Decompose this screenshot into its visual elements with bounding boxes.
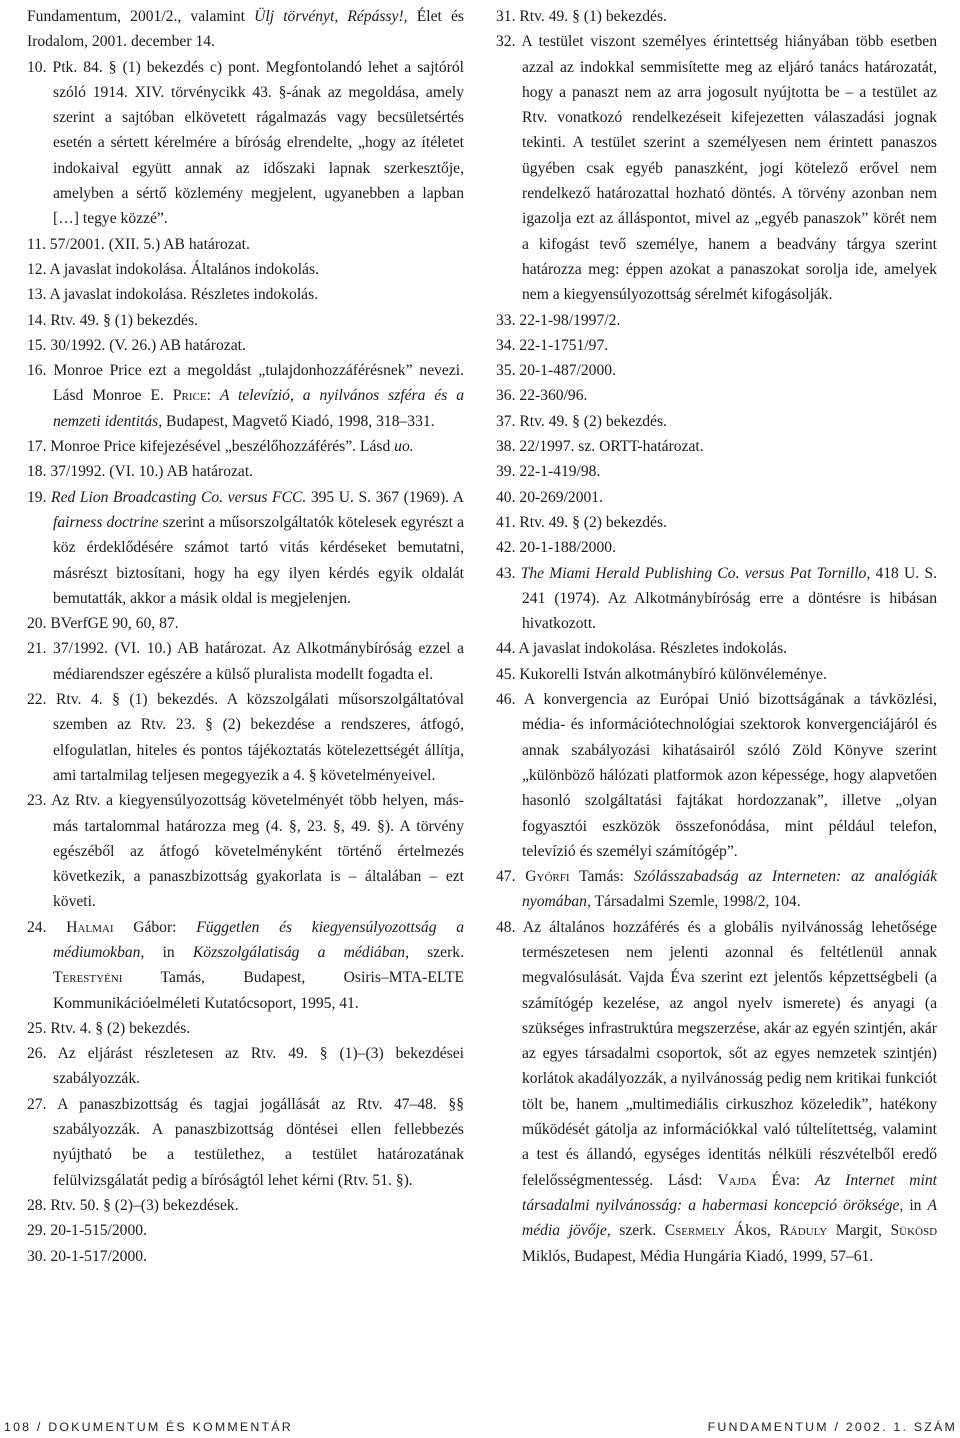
footnote-text: Tamás:: [569, 868, 634, 886]
footnote-text: 30. 20-1-517/2000.: [27, 1247, 147, 1265]
footnote-text: 32. A testület viszont személyes érintettség hiányában több esetben azzal az indokkal semmisítette meg az eljáró tanács határozatát, hogy a panaszt nem az arra jogosult nyújtotta be – a testület az Rtv. vonatkozó rendelkezéseit kifejezetten válaszadási jognak tekinti. A testület szerint a személyesen nem érintett panaszos ügyében csak egyéb panaszként, jogi kötelező erővel nem rendelkező határozattal hozható döntés. A törvény azonban nem igazolja ezt az álláspontot, mivel az „egyéb panaszok” körét nem a kifogást tevő személye, hanem a beadvány tárgya szerint határozza meg: éppen azokat a panaszokat sorolja ide, amelyek nem a kiegyensúlyozottság sérelmét kifogásolják.: [496, 33, 937, 304]
footnote-smallcaps: Price: [172, 387, 207, 405]
footnote-text: Tamás, Budapest, Osiris–MTA-ELTE Kommunikációelméleti Kutatócsoport, 1995, 41.: [53, 969, 464, 1012]
footnote: [27, 55, 464, 232]
footnote-text: 418 U. S. 241 (1974). Az Alkotmánybíróság erre a döntésre is hibásan hivatkozott.: [522, 564, 937, 633]
footnote: [27, 1218, 464, 1243]
footnote-smallcaps: Terestyéni: [53, 969, 123, 987]
footnote: [27, 915, 464, 1016]
footnote: [496, 434, 937, 459]
footnote-text: 37. Rtv. 49. § (2) bekezdés.: [496, 412, 667, 430]
footnote: [496, 687, 937, 864]
footnote: [496, 915, 937, 1269]
footnote-text: 29. 20-1-515/2000.: [27, 1222, 147, 1240]
footnote-text: 42. 20-1-188/2000.: [496, 539, 616, 557]
footnote-text: Éva:: [756, 1171, 815, 1189]
footnote: [27, 308, 464, 333]
footnote-italic: Ülj törvényt, Répássy!,: [254, 8, 408, 25]
footnote-text: Margit,: [827, 1222, 891, 1240]
footnote-italic: Szólásszabadság az Interneten: az analógiák nyomában,: [522, 868, 938, 911]
footnote-text: :: [206, 387, 220, 405]
footnote: [496, 561, 937, 637]
footnote-text: 12. A javaslat indokolása. Általános indokolás.: [27, 260, 319, 278]
footnote-text: 44. A javaslat indokolása. Részletes indokolás.: [496, 640, 788, 658]
footnote-text: , szerk.: [606, 1222, 665, 1240]
footnote-text: 26. Az eljárást részletesen az Rtv. 49. § (1)–(3) bekezdései szabályozzák.: [27, 1045, 464, 1088]
footnote-text: 34. 22-1-1751/97.: [496, 336, 609, 354]
footnote-text: , szerk.: [405, 943, 464, 961]
footnote-text: , in: [899, 1196, 928, 1214]
footnote: [27, 358, 464, 434]
footnote: [27, 1041, 464, 1092]
footnote-text: 16. Monroe Price ezt a megoldást „tulajdonhozzáférésnek” nevezi. Lásd Monroe E.: [27, 362, 464, 405]
footnote-text: 27. A panaszbizottság és tagjai jogállását az Rtv. 47–48. §§ szabályozzák. A panaszbizottság döntései ellen fellebbezés nyújtható be a testülethez, a testület határozatának felülvizsgálatát pedig a bíróságtól lehet kérni (Rtv. 51. §).: [27, 1095, 464, 1189]
footnote: [27, 1016, 464, 1041]
footnote-italic: uo.: [394, 438, 414, 456]
footnote-text: 36. 22-360/96.: [496, 387, 588, 405]
footnote: [496, 409, 937, 434]
footnote-text: Ákos,: [725, 1222, 780, 1240]
footnote-text: 24.: [27, 918, 67, 936]
footnote-text: , Budapest, Magvető Kiadó, 1998, 318–331.: [158, 412, 435, 430]
footnote: [496, 485, 937, 510]
footnote-text: 17. Monroe Price kifejezésével „beszélőhozzáférés”. Lásd: [27, 438, 395, 456]
left-column: [27, 4, 464, 1269]
footnote: [496, 4, 937, 29]
footer-right: FUNDAMENTUM / 2002. 1. SZÁM: [707, 1420, 957, 1434]
footnote-smallcaps: Vajda: [717, 1171, 757, 1189]
footnote: [27, 636, 464, 687]
footnote-italic: Red Lion Broadcasting Co. versus FCC.: [51, 488, 307, 506]
footnote-text: 18. 37/1992. (VI. 10.) AB határozat.: [27, 463, 254, 481]
footnote-italic: A média jövője: [522, 1196, 938, 1240]
footnote: [27, 1244, 464, 1269]
footnote: [496, 333, 937, 358]
footnote-text: 31. Rtv. 49. § (1) bekezdés.: [496, 8, 667, 25]
footnote: [27, 788, 464, 914]
footnote: [27, 611, 464, 636]
footnote-text: 19.: [27, 488, 52, 506]
footnote-text: 41. Rtv. 49. § (2) bekezdés.: [496, 513, 667, 531]
footnote-text: 20. BVerfGE 90, 60, 87.: [27, 615, 179, 633]
footnote-smallcaps: Halmai: [66, 918, 114, 936]
footnote-text: 46. A konvergencia az Európai Unió bizottságának a távközlési, média- és információtechnológiai szektorok konvergenciájáról és annak szabályozási kihatásairól szóló Zöld Könyve szerint „különböző hálózati platformok azon képessége, hogy alapvetően hasonló szolgáltatási fajtákat hordozzanak”, illetve „olyan fogyasztói eszközök összefonódása, mint például telefon, televízió és személyi számítógép”.: [496, 691, 937, 860]
footnote-text: 48. Az általános hozzáférés és a globális nyilvánosság lehetősége természetesen nem jelenti azonnal és feltétlenül annak megvalósulását. Vajda Éva szerint ezt jelentős képzettségbeli (a számítógép kezelése, az angol nyelv ismerete) és anyagi (a szükséges infrastruktúra megszerzése, akár az egyén szintjén, akár az egyes társadalmi csoportok, sőt az egyes nemzetek szintjén) korlátok akadályozzák, a nyilvánosság pedig nem kritikai funkciót tölt be, hanem „multimediális cirkuszhoz közeledik”, hatékony működését gátolja az információkkal való túltelítettség, valamint a test és állandó, egységes identitás nélküli részvételből eredő felelősségmentesség. Lásd:: [496, 918, 937, 1189]
footnote-text: 40. 20-269/2001.: [496, 488, 603, 506]
footnote: [496, 535, 937, 560]
footnote-text: 10. Ptk. 84. § (1) bekezdés c) pont. Megfontolandó lehet a sajtóról szóló 1914. XIV. törvénycikk 43. §-ának az megoldása, amely szerint a sajtóban elkövetett rágalmazás vagy becsületsértés esetén a sértett kérelmére a bíróság elrendelte, „hogy az ítéletet indokaival együtt annak az időszaki lapnak szerkesztője, amelyben a sértő közlemény megjelent, ugyanebben a lapban […] tegye közzé”.: [27, 58, 464, 228]
footnote: [496, 358, 937, 383]
footnote: [27, 485, 464, 611]
footnote-smallcaps: Győrfi: [525, 868, 570, 886]
footnote-smallcaps: Ráduly: [779, 1222, 828, 1240]
footnote-text: 33. 22-1-98/1997/2.: [496, 311, 621, 329]
footnote: [496, 510, 937, 535]
footnote-text: 13. A javaslat indokolása. Részletes indokolás.: [27, 286, 319, 304]
footnote-text: Élet és Irodalom, 2001. december 14.: [27, 8, 464, 51]
footnote: [496, 636, 937, 661]
footnote-smallcaps: Csermely: [664, 1222, 726, 1240]
footnote: [496, 383, 937, 408]
footnote: [27, 4, 464, 55]
footnote-text: , in: [140, 943, 193, 961]
footnote-text: 395 U. S. 367 (1969). A: [306, 488, 464, 506]
footnote-italic: A televízió, a nyilvános szféra és a nemzeti identitás: [53, 387, 464, 430]
footnote: [27, 232, 464, 257]
footnote-text: Miklós, Budapest, Média Hungária Kiadó, 1999, 57–61.: [522, 1247, 874, 1265]
footnote-italic: Az Internet mint társadalmi nyilvánosság: a habermasi koncepció öröksége: [522, 1171, 937, 1214]
footnote-text: 14. Rtv. 49. § (1) bekezdés.: [27, 311, 198, 329]
footnote-text: Társadalmi Szemle, 1998/2, 104.: [590, 893, 801, 911]
footnote-smallcaps: Sükösd: [890, 1222, 938, 1240]
footnote-italic: Független és kiegyensúlyozottság a médiumokban: [53, 918, 464, 961]
footnote-text: 47.: [496, 868, 526, 886]
footnote: [27, 1092, 464, 1193]
footnote: [27, 459, 464, 484]
footnote: [27, 282, 464, 307]
footnote-text: 15. 30/1992. (V. 26.) AB határozat.: [27, 336, 246, 354]
footnote-text: 25. Rtv. 4. § (2) bekezdés.: [27, 1019, 191, 1037]
footnote-text: 43.: [496, 564, 521, 582]
right-column: [496, 4, 937, 1269]
footnote-text: 35. 20-1-487/2000.: [496, 362, 616, 380]
footnote-text: 28. Rtv. 50. § (2)–(3) bekezdések.: [27, 1196, 239, 1214]
footnote: [496, 308, 937, 333]
footnote: [496, 29, 937, 307]
footnote-text: Fundamentum, 2001/2., valamint: [27, 8, 255, 25]
footer-left: 108 / DOKUMENTUM ÉS KOMMENTÁR: [4, 1420, 293, 1434]
footnote-text: 45. Kukorelli István alkotmánybíró különvéleménye.: [496, 665, 827, 683]
footnote: [27, 687, 464, 788]
footnote-text: szerint a műsorszolgáltatók kötelesek egyrészt a köz érdeklődésére számot tartó vitás kérdéseket bemutatni, másrészt biztosítani, hogy ha egy ilyen kérdés egyik oldalát bemutatták, akkor a másik oldal is megjelenjen.: [53, 513, 464, 607]
footnote-text: 21. 37/1992. (VI. 10.) AB határozat. Az Alkotmánybíróság ezzel a médiarendszer egészére a külső pluralista modellt fogadta el.: [27, 640, 464, 683]
footnote-text: 38. 22/1997. sz. ORTT-határozat.: [496, 438, 704, 456]
footnote: [27, 257, 464, 282]
footnote: [27, 1193, 464, 1218]
footnote: [496, 662, 937, 687]
footnote: [27, 434, 464, 459]
footnote-text: 23. Az Rtv. a kiegyensúlyozottság követelményét több helyen, más-más tartalommal határozza meg (4. §, 23. §, 49. §). A törvény egészéből az átfogó követelményként történő értelmezés következik, a panaszbizottság gyakorlata is – általában – ezt követi.: [27, 792, 464, 911]
footnote-italic: The Miami Herald Publishing Co. versus Pat Tornillo,: [520, 564, 871, 582]
footnote: [496, 864, 937, 915]
footnote-text: 11. 57/2001. (XII. 5.) AB határozat.: [27, 235, 250, 253]
footnote-text: 22. Rtv. 4. § (1) bekezdés. A közszolgálati műsorszolgáltatóval szemben az Rtv. 23. § (2) bekezdése a rendszeres, átfogó, elfogulatlan, hiteles és pontos tájékoztatás kötelezettségét állítja, ami tartalmilag teljesen megegyezik a 4. § követelményeivel.: [27, 691, 464, 784]
footnote-italic: Közszolgálatiság a médiában: [192, 943, 406, 961]
footnote-text: 39. 22-1-419/98.: [496, 463, 601, 481]
footnote-text: Gábor:: [113, 918, 197, 936]
footnote: [496, 459, 937, 484]
footnote: [27, 333, 464, 358]
footnote-italic: fairness doctrine: [53, 513, 159, 531]
